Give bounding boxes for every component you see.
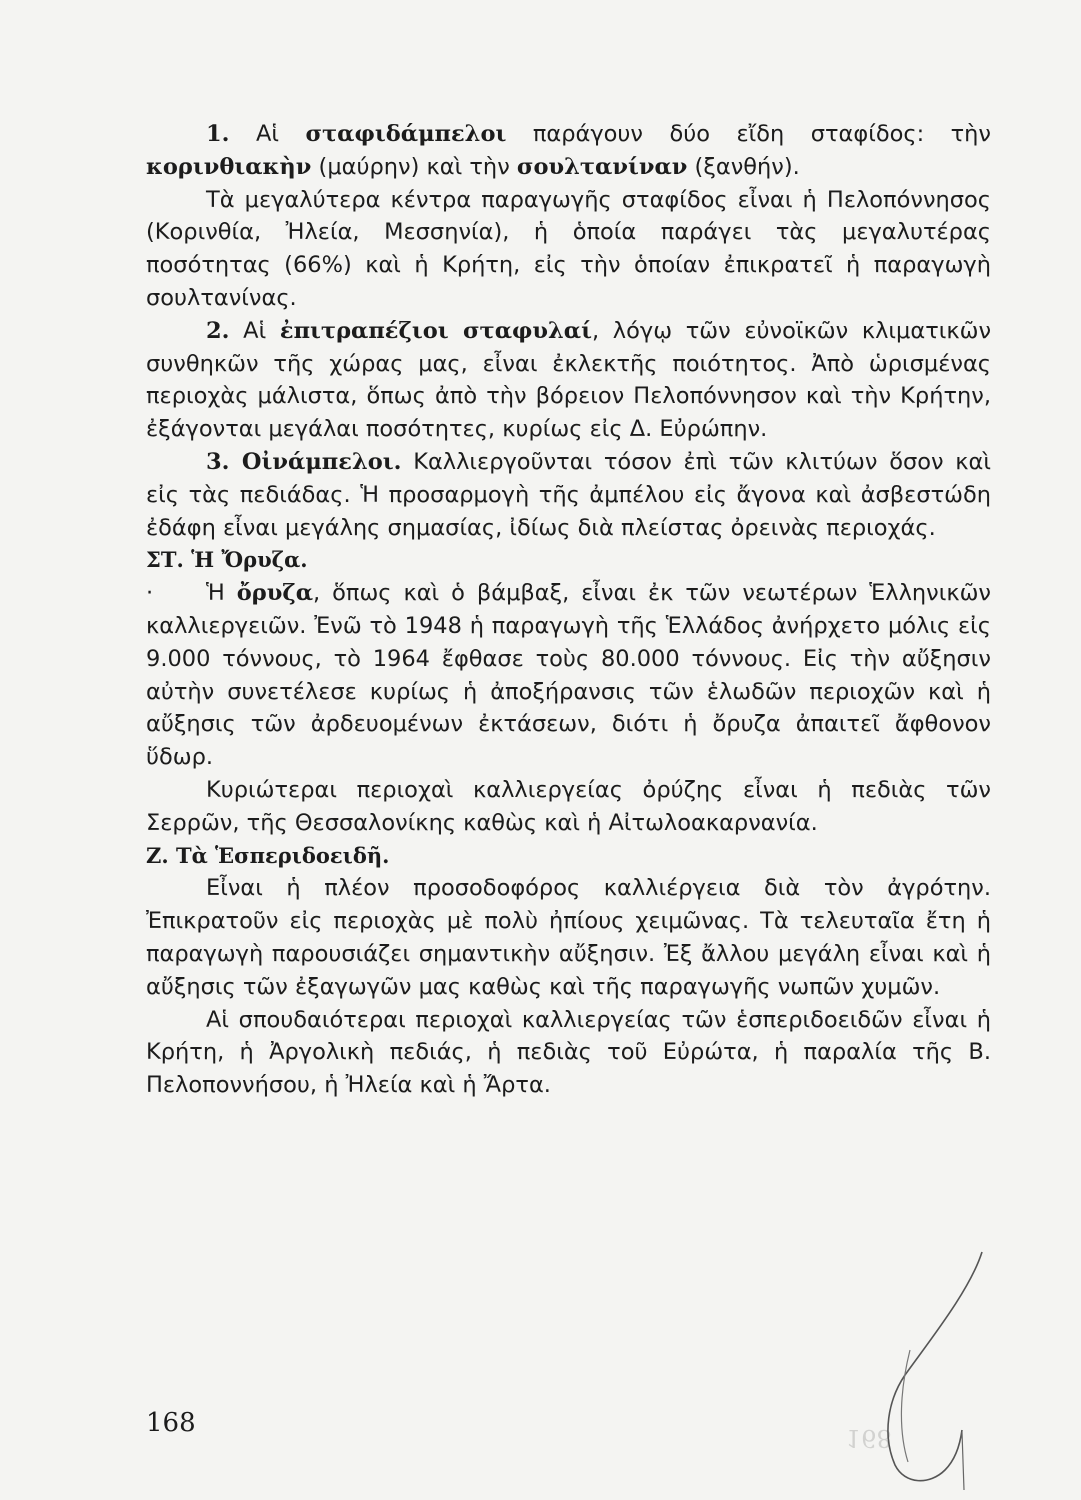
paragraph-citrus-regions: Αἱ σπουδαιότεραι περιοχαὶ καλλιεργείας τῶν ἑσπεριδοειδῶν εἶναι ἡ Κρήτη, ἡ Ἀργολικὴ πεδιάς, ἡ πεδιὰς τοῦ Εὐρώτα, ἡ παραλία τῆς Β. Πελοποννήσου, ἡ Ἠλεία καὶ ἡ Ἄρτα.	[146, 1006, 991, 1099]
paragraph-table-grapes: 2. Αἱ ἐπιτραπέζιοι σταφυλαί, λόγῳ τῶν εὐνοϊκῶν κλιματικῶν συνθηκῶν τῆς χώρας μας, εἶναι ἐκλεκτῆς ποιότητος. Ἀπὸ ὡρισμένας περιοχὰς μάλιστα, ὅπως ἀπὸ τὴν βόρειον Πελοπόννησον καὶ τὴν Κρήτην, ἐξάγονται μεγάλαι ποσότητες, κυρίως εἰς Δ. Εὐρώπην.	[146, 317, 992, 443]
paragraph-citrus: Εἶναι ἡ πλέον προσοδοφόρος καλλιέργεια διὰ τὸν ἀγρότην. Ἐπικρατοῦν εἰς περιοχὰς μὲ πολὺ ἠπίους χειμῶνας. Τὰ τελευταῖα ἔτη ἡ παραγωγὴ παρουσιάζει σημαντικὴν αὔξησιν. Ἐξ ἄλλου μεγάλη εἶναι καὶ ἡ αὔξησις τῶν ἐξαγωγῶν μας καθὼς καὶ τῆς παραγωγῆς νωπῶν χυμῶν.	[146, 875, 991, 1000]
show-through-page-number: 168	[846, 1424, 892, 1452]
term-raisin-vines: σταφιδάμπελοι	[305, 121, 507, 147]
item-number: 1.	[206, 121, 230, 147]
paragraph-wine-vines: 3. Οἰνάμπελοι. Καλλιεργοῦνται τόσον ἐπὶ τῶν κλιτύων ὅσον καὶ εἰς τὰς πεδιάδας. Ἡ προσαρμογὴ τῆς ἀμπέλου εἰς ἄγονα καὶ ἀσβεστώδη ἐδάφη εἶναι μεγάλης σημασίας, ἰδίως διὰ πλείστας ὀρεινὰς περιοχάς.	[146, 448, 991, 541]
page-number: 168	[146, 1408, 196, 1438]
term-wine-vines: Οἰνάμπελοι.	[229, 448, 402, 475]
term-corinthian: κορινθιακὴν	[146, 153, 312, 180]
term-rice: ὄρυζα	[236, 580, 314, 607]
paragraph-rice-regions: Κυριώτεραι περιοχαὶ καλλιεργείας ὀρύζης εἶναι ἡ πεδιὰς τῶν Σερρῶν, τῆς Θεσσαλονίκης καθὼς καὶ ἡ Αἰτωλοακαρνανία.	[146, 776, 991, 836]
pencil-mark	[870, 1200, 990, 1490]
paragraph-raisin-centers: Τὰ μεγαλύτερα κέντρα παραγωγῆς σταφίδος εἶναι ἡ Πελοπόννησος (Κορινθία, Ἠλεία, Μεσσηνία), ἡ ὁποία παράγει τὰς μεγαλυτέρας ποσότητας (66%) καὶ ἡ Κρήτη, εἰς τὴν ὁποίαν ἐπικρατεῖ ἡ παραγωγὴ σουλτανίνας.	[146, 186, 991, 311]
paragraph-raisin-vines: 1. Αἱ σταφιδάμπελοι παράγουν δύο εἴδη σταφίδος: τὴν κορινθιακὴν (μαύρην) καὶ τὴν σουλτανίναν (ξανθήν).	[146, 121, 992, 180]
page-body	[146, 118, 991, 1102]
term-table-grapes: ἐπιτραπέζιοι σταφυλαί	[279, 317, 592, 344]
item-number: 2.	[206, 317, 230, 344]
term-sultanina: σουλτανίναν	[516, 153, 688, 180]
section-heading-rice: ΣΤ. Ἡ Ὄρυζα.	[146, 547, 308, 573]
bullet-mark: ·	[146, 580, 154, 607]
paragraph-rice: · Ἡ ὄρυζα, ὅπως καὶ ὁ βάμβαξ, εἶναι ἐκ τῶν νεωτέρων Ἑλληνικῶν καλλιεργειῶν. Ἐνῶ τὸ 1948 ἡ παραγωγὴ τῆς Ἑλλάδος ἀνήρχετο μόλις εἰς 9.000 τόννους, τὸ 1964 ἔφθασε τοὺς 80.000 τόννους. Εἰς τὴν αὔξησιν αὐτὴν συνετέλεσε κυρίως ἡ ἀποξήρανσις τῶν ἑλωδῶν περιοχῶν καὶ ἡ αὔξησις τῶν ἀρδευομένων ἐκτάσεων, διότι ἡ ὄρυζα ἀπαιτεῖ ἄφθονον ὕδωρ.	[146, 577, 991, 774]
section-heading-citrus: Ζ. Τὰ Ἑσπεριδοειδῆ.	[146, 842, 390, 868]
item-number: 3.	[206, 448, 230, 475]
